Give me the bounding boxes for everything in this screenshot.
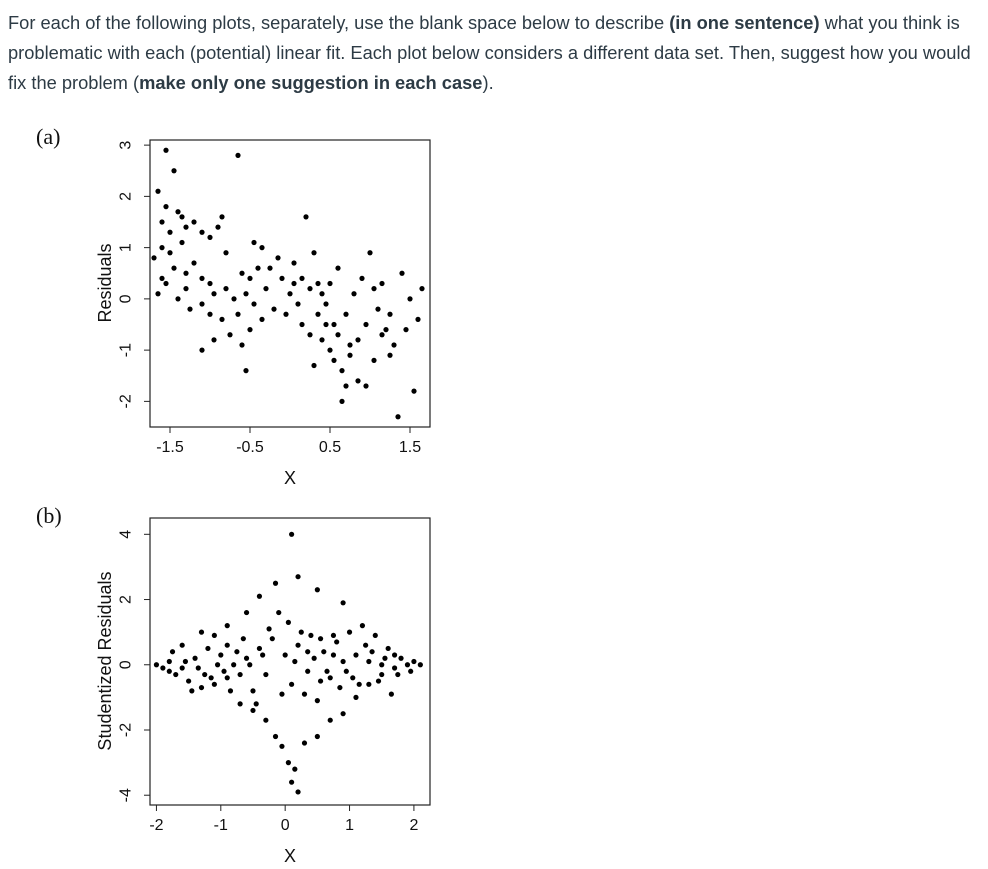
plot-a-point: [243, 368, 248, 373]
plot-b-point: [260, 652, 265, 657]
plot-a-point: [303, 214, 308, 219]
plot-a-point: [187, 307, 192, 312]
plot-b-point: [344, 669, 349, 674]
plot-b-ytick-label: -4: [117, 788, 135, 803]
plot-b-point: [369, 649, 374, 654]
plot-a-point: [327, 348, 332, 353]
plot-b-point: [353, 652, 358, 657]
plot-a-point: [307, 332, 312, 337]
plot-a-point: [335, 266, 340, 271]
plot-b-point: [199, 630, 204, 635]
plot-a-point: [167, 230, 172, 235]
plot-a-point: [339, 399, 344, 404]
plot-b-point: [405, 662, 410, 667]
plot-b-point: [202, 672, 207, 677]
plot-a-point: [239, 342, 244, 347]
plot-a-point: [411, 389, 416, 394]
plot-a-point: [159, 219, 164, 224]
plot-b-ylabel: Studentized Residuals: [95, 571, 115, 751]
plot-a-point: [279, 276, 284, 281]
plot-b-point: [379, 662, 384, 667]
plot-a-point: [283, 312, 288, 317]
plot-a-point: [251, 301, 256, 306]
plot-b-point: [411, 659, 416, 664]
plot-b-point: [263, 672, 268, 677]
plot-a-point: [319, 337, 324, 342]
plot-a-point: [263, 286, 268, 291]
plot-a-point: [335, 332, 340, 337]
plot-a-point: [415, 317, 420, 322]
plot-b-point: [276, 610, 281, 615]
plot-b-point: [331, 633, 336, 638]
plot-b-point: [395, 672, 400, 677]
plot-b-point: [225, 643, 230, 648]
plot-b-point: [379, 672, 384, 677]
plot-a-point: [179, 240, 184, 245]
plot-a-point: [331, 358, 336, 363]
plot-b-ytick-label: 0: [117, 660, 135, 670]
plot-b-point: [257, 594, 262, 599]
plot-b-point: [299, 630, 304, 635]
plot-b-point: [244, 610, 249, 615]
plot-a-ytick-label: -1: [117, 343, 135, 358]
plot-b-point: [283, 652, 288, 657]
plot-a-point: [155, 291, 160, 296]
plot-a-point: [311, 250, 316, 255]
plot-a-point: [235, 153, 240, 158]
plot-b-point: [360, 623, 365, 628]
plot-b-point: [328, 718, 333, 723]
plot-a-point: [207, 235, 212, 240]
plot-b-xtick-label: 2: [409, 817, 419, 834]
plot-a-frame: [150, 140, 430, 427]
plot-a-point: [163, 204, 168, 209]
plot-b-point: [209, 675, 214, 680]
plot-b-point: [386, 646, 391, 651]
plot-a-point: [191, 219, 196, 224]
plot-a-point: [183, 286, 188, 291]
plot-b-point: [308, 633, 313, 638]
plot-a-point: [327, 281, 332, 286]
plot-b-point: [189, 688, 194, 693]
plot-a-point: [315, 281, 320, 286]
plot-a-point: [247, 327, 252, 332]
plot-b-point: [160, 665, 165, 670]
plot-b-point: [357, 682, 362, 687]
plot-b-point: [315, 587, 320, 592]
plot-b-point: [418, 662, 423, 667]
plot-b-point: [382, 656, 387, 661]
instr-bold2: make only one suggestion in each case: [139, 72, 483, 93]
instr-part3: ).: [482, 72, 494, 93]
plot-b-point: [186, 678, 191, 683]
plot-b-point: [192, 656, 197, 661]
plot-b-point: [247, 662, 252, 667]
plot-a-point: [207, 312, 212, 317]
plot-a-point: [275, 255, 280, 260]
plot-a-point: [395, 414, 400, 419]
plot-a-point: [175, 296, 180, 301]
plot-b-point: [324, 669, 329, 674]
plot-a-point: [371, 286, 376, 291]
plot-a-point: [167, 250, 172, 255]
plot-a-point: [151, 255, 156, 260]
plot-b-point: [180, 643, 185, 648]
plot-b-point: [215, 662, 220, 667]
plot-a-point: [199, 230, 204, 235]
plot-a-point: [347, 342, 352, 347]
plot-b-point: [318, 636, 323, 641]
plot-a-xtick-label: -1.5: [156, 439, 184, 456]
plot-b-point: [408, 669, 413, 674]
plot-b-point: [205, 646, 210, 651]
plot-a-point: [315, 312, 320, 317]
plot-a-point: [347, 353, 352, 358]
plot-a-point: [379, 281, 384, 286]
plot-b-point: [321, 649, 326, 654]
plot-b-point: [250, 708, 255, 713]
plot-b-point: [221, 669, 226, 674]
plot-b-point: [212, 682, 217, 687]
plot-a-point: [211, 291, 216, 296]
panel-label-a: (a): [36, 124, 61, 149]
plot-b-point: [289, 682, 294, 687]
plot-b-point: [302, 740, 307, 745]
plot-b-point: [376, 678, 381, 683]
plot-b-point: [312, 656, 317, 661]
plot-a-point: [199, 276, 204, 281]
panel-label-b: (b): [36, 503, 62, 528]
plot-b-point: [295, 574, 300, 579]
plot-b-point: [167, 669, 172, 674]
plot-b-point: [292, 767, 297, 772]
plot-a-ytick-label: 3: [117, 140, 135, 150]
plot-a-point: [323, 322, 328, 327]
plot-a-point: [171, 266, 176, 271]
plot-b-point: [337, 685, 342, 690]
plot-b-point: [366, 659, 371, 664]
plot-a-point: [175, 209, 180, 214]
plot-a-point: [403, 327, 408, 332]
plot-b-point: [241, 636, 246, 641]
plot-a-point: [191, 260, 196, 265]
plot-b-point: [183, 659, 188, 664]
plot-a-point: [271, 307, 276, 312]
plot-b-point: [286, 620, 291, 625]
plot-a-point: [179, 214, 184, 219]
plot-b-point: [350, 675, 355, 680]
plot-b-ytick-label: 4: [117, 529, 135, 539]
plot-a-point: [231, 296, 236, 301]
plot-b-point: [341, 600, 346, 605]
plot-a-point: [343, 383, 348, 388]
plot-a-point: [163, 148, 168, 153]
plot-a-point: [259, 245, 264, 250]
plot-a-point: [319, 291, 324, 296]
plot-b-point: [154, 662, 159, 667]
plot-b-point: [218, 652, 223, 657]
plot-b-point: [225, 675, 230, 680]
plot-b-point: [315, 734, 320, 739]
plot-a-point: [207, 281, 212, 286]
plot-b-xlabel: X: [283, 846, 297, 866]
plot-b-point: [212, 633, 217, 638]
plot-b-ytick-label: 2: [117, 595, 135, 604]
plot-a-point: [295, 301, 300, 306]
plot-a-xtick-label: 0.5: [318, 439, 342, 456]
plot-b-point: [238, 701, 243, 706]
plot-b-point: [315, 698, 320, 703]
plot-b-point: [318, 678, 323, 683]
plot-b-xtick-label: 0: [280, 817, 290, 834]
plot-a-point: [371, 358, 376, 363]
plot-a-point: [331, 322, 336, 327]
plot-a-point: [243, 291, 248, 296]
plot-a-xlabel: X: [283, 468, 297, 488]
plot-a-point: [307, 286, 312, 291]
plot-a-point: [363, 322, 368, 327]
plot-b-point: [170, 649, 175, 654]
plot-a-point: [311, 363, 316, 368]
plot-b-point: [286, 760, 291, 765]
plot-b-point: [373, 633, 378, 638]
instr-part2: what you think is problematic with each (potential) linear fit. Each plot below considers a different data set. Then, suggest how you would fix the problem (: [8, 12, 971, 93]
plot-b-point: [289, 780, 294, 785]
plot-b-point: [398, 656, 403, 661]
plot-a-point: [247, 276, 252, 281]
plot-a-point: [323, 301, 328, 306]
plot-b-xtick-label: -2: [149, 817, 164, 834]
plot-a-point: [155, 189, 160, 194]
plot-a-point: [407, 296, 412, 301]
plot-b-point: [244, 656, 249, 661]
plot-a-point: [387, 353, 392, 358]
plot-b-point: [334, 639, 339, 644]
plot-a-point: [387, 312, 392, 317]
plot-a-ytick-label: 0: [117, 294, 135, 304]
plot-a-point: [255, 266, 260, 271]
plot-a-point: [359, 276, 364, 281]
plot-a-point: [299, 276, 304, 281]
plot-b-point: [234, 649, 239, 654]
plot-a-point: [163, 281, 168, 286]
plot-a-point: [355, 378, 360, 383]
plot-a-xtick-label: 1.5: [398, 439, 422, 456]
plot-a-ytick-label: 1: [117, 243, 135, 253]
plot-b-point: [353, 695, 358, 700]
plot-a-point: [355, 337, 360, 342]
plot-b-point: [167, 659, 172, 664]
plot-a-point: [343, 312, 348, 317]
plot-b-point: [279, 744, 284, 749]
plot-b-point: [257, 646, 262, 651]
plot-b-point: [347, 630, 352, 635]
plot-a-ytick-label: 2: [117, 191, 135, 201]
plot-b-point: [328, 675, 333, 680]
plot-a-point: [223, 286, 228, 291]
plot-a-point: [183, 225, 188, 230]
plot-a-point: [339, 368, 344, 373]
plot-b-point: [302, 692, 307, 697]
plot-a-point: [219, 214, 224, 219]
plot-b-point: [289, 532, 294, 537]
plot-a-point: [171, 168, 176, 173]
plot-b-point: [392, 652, 397, 657]
plot-a-point: [227, 332, 232, 337]
plot-b-point: [250, 688, 255, 693]
plot-b-point: [305, 649, 310, 654]
plot-a-point: [215, 225, 220, 230]
plot-b-point: [366, 682, 371, 687]
plot-b-xtick-label: 1: [345, 817, 354, 834]
plot-b-point: [263, 718, 268, 723]
instr-part1: For each of the following plots, separately, use the blank space below to describe: [8, 12, 670, 33]
plot-a-point: [159, 276, 164, 281]
plot-a-point: [211, 337, 216, 342]
plot-a-point: [287, 291, 292, 296]
plot-b-point: [295, 643, 300, 648]
plot-a-point: [199, 301, 204, 306]
plot-b-ytick-label: -2: [117, 722, 135, 738]
plot-b-point: [180, 665, 185, 670]
plot-b-point: [363, 643, 368, 648]
plot-a-point: [375, 307, 380, 312]
plot-a-point: [219, 317, 224, 322]
plot-a-point: [383, 327, 388, 332]
plot-a-point: [267, 266, 272, 271]
plot-a-xtick-label: -0.5: [236, 439, 264, 456]
plot-b-point: [196, 665, 201, 670]
plot-b-point: [389, 692, 394, 697]
plot-b-point: [341, 711, 346, 716]
plot-b-xtick-label: -1: [213, 817, 228, 834]
plot-b-point: [392, 665, 397, 670]
plot-a-point: [367, 250, 372, 255]
plot-b-point: [228, 688, 233, 693]
plot-a-point: [291, 260, 296, 265]
plot-a-point: [199, 348, 204, 353]
plot-a-point: [351, 291, 356, 296]
plot-b-point: [225, 623, 230, 628]
plot-b-point: [273, 734, 278, 739]
plot-b-point: [295, 789, 300, 794]
plot-b-point: [231, 662, 236, 667]
plot-b-point: [266, 626, 271, 631]
plot-a-point: [379, 332, 384, 337]
plot-a-point: [399, 271, 404, 276]
plot-a-point: [391, 342, 396, 347]
plot-b-point: [270, 636, 275, 641]
plot-b-point: [199, 685, 204, 690]
plot-a-point: [363, 383, 368, 388]
plot-a-ytick-label: -2: [117, 394, 135, 409]
plot-b-point: [254, 701, 259, 706]
plot-b-point: [331, 652, 336, 657]
plot-a-point: [223, 250, 228, 255]
plot-a-point: [235, 312, 240, 317]
plot-b-point: [238, 672, 243, 677]
plot-a-point: [259, 317, 264, 322]
plot-b-point: [273, 581, 278, 586]
plot-a-point: [183, 271, 188, 276]
plot-a-point: [419, 286, 424, 291]
instr-bold1: (in one sentence): [669, 12, 820, 33]
plot-a-point: [239, 271, 244, 276]
plot-b-point: [341, 659, 346, 664]
plot-b-point: [173, 672, 178, 677]
plot-a-point: [251, 240, 256, 245]
plot-b-point: [305, 669, 310, 674]
plot-a-point: [291, 281, 296, 286]
plot-a-point: [159, 245, 164, 250]
plot-b-point: [292, 659, 297, 664]
plot-b-point: [279, 692, 284, 697]
plot-a-ylabel: Residuals: [95, 243, 115, 323]
plot-a-point: [299, 322, 304, 327]
